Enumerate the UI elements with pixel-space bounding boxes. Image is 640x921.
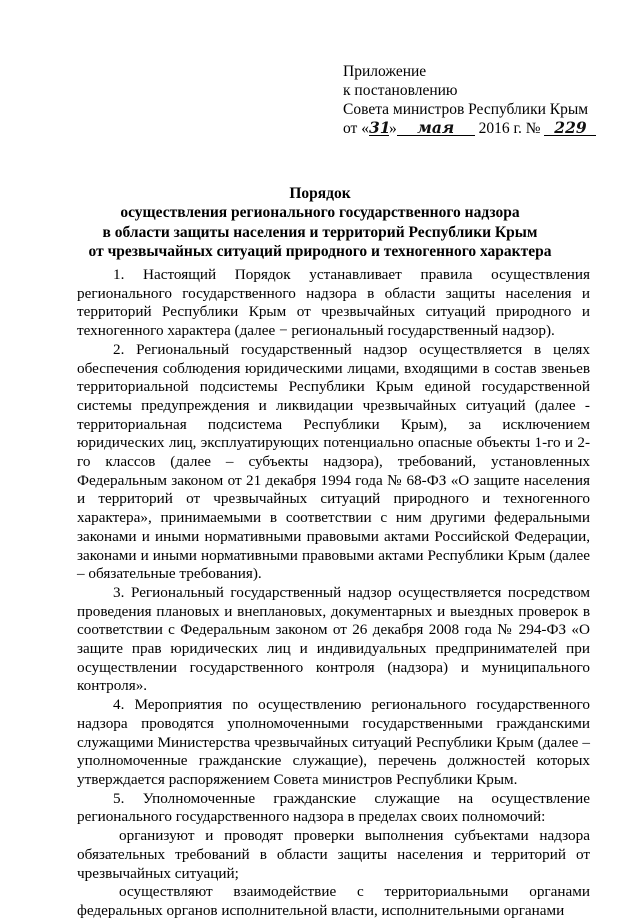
title-line-3: в области защиты населения и территорий Республики Крым <box>102 223 538 241</box>
appendix-line-3: Совета министров Республики Крым <box>343 101 589 118</box>
appendix-date-line <box>343 119 613 138</box>
paragraph-1: 1. Настоящий Порядок устанавливает правила осуществления регионального государственного надзора в области защиты населения и территорий Республики Крым от чрезвычайных ситуаций природного и техногенного характера (далее − региональный государственный надзор). <box>77 266 590 340</box>
appendix-line-2: к постановлению <box>343 82 458 99</box>
handwritten-number: 229 <box>544 120 596 136</box>
paragraph-4: 4. Мероприятия по осуществлению регионального государственного надзора проводятся уполномоченными государственными гражданскими служащими Министерства чрезвычайных ситуаций Республики Крым (далее – уполномоченные гражданские служащие), перечень должностей которых утверждается распоряжением Совета министров Республики Крым. <box>77 696 590 788</box>
handwritten-month: мая <box>397 120 475 136</box>
date-mid: » <box>388 120 397 137</box>
handwritten-day: 31 <box>368 118 391 137</box>
title-line-2: осуществления регионального государственного надзора <box>120 204 520 222</box>
paragraph-5-item-1: организуют и проводят проверки выполнения субъектами надзора обязательных требований в области защиты населения и территорий от чрезвычайных ситуаций; <box>77 827 590 882</box>
paragraph-2: 2. Региональный государственный надзор осуществляется в целях обеспечения соблюдения юридическими лицами, входящими в состав звеньев территориальной подсистемы Республики Крым единой государственной системы предупреждения и ликвидации чрезвычайных ситуаций (далее - территориальная подсистема Республики Крым), за исключением юридических лиц, эксплуатирующих потенциально опасные объекты 1-го и 2-го классов (далее – субъекты надзора), требований, установленных Федеральным законом от 21 декабря 1994 года № 68-ФЗ «О защите населения и территорий от чрезвычайных ситуаций природного и техногенного характера», принимаемыми в соответствии с ним другими федеральными законами и иными нормативными правовыми актами Российской Федерации, законами и иными нормативными правовыми актами Республики Крым (далее – обязательные требования). <box>77 340 590 583</box>
appendix-line-1: Приложение <box>343 63 427 80</box>
date-prefix: от « <box>343 120 369 137</box>
year-text: 2016 г. № <box>478 120 541 137</box>
paragraph-5-item-2: осуществляют взаимодействие с территориальными органами федеральных органов исполнительной власти, исполнительными органами <box>77 883 590 919</box>
paragraph-3: 3. Региональный государственный надзор осуществляется посредством проведения плановых и внеплановых, документарных и выездных проверок в соответствии с Федеральным законом от 26 декабря 2008 года № 294-ФЗ «О защите прав юридических лиц и индивидуальных предпринимателей при осуществлении государственного контроля (надзора) и муниципального контроля». <box>77 583 590 695</box>
paragraph-5: 5. Уполномоченные гражданские служащие на осуществление регионального государственного надзора в пределах своих полномочий: <box>77 789 590 826</box>
appendix-block <box>343 62 613 138</box>
document-body <box>77 266 590 921</box>
document-title <box>70 184 570 262</box>
title-line-1: Порядок <box>289 185 351 202</box>
title-line-4: от чрезвычайных ситуаций природного и техногенного характера <box>88 243 552 261</box>
